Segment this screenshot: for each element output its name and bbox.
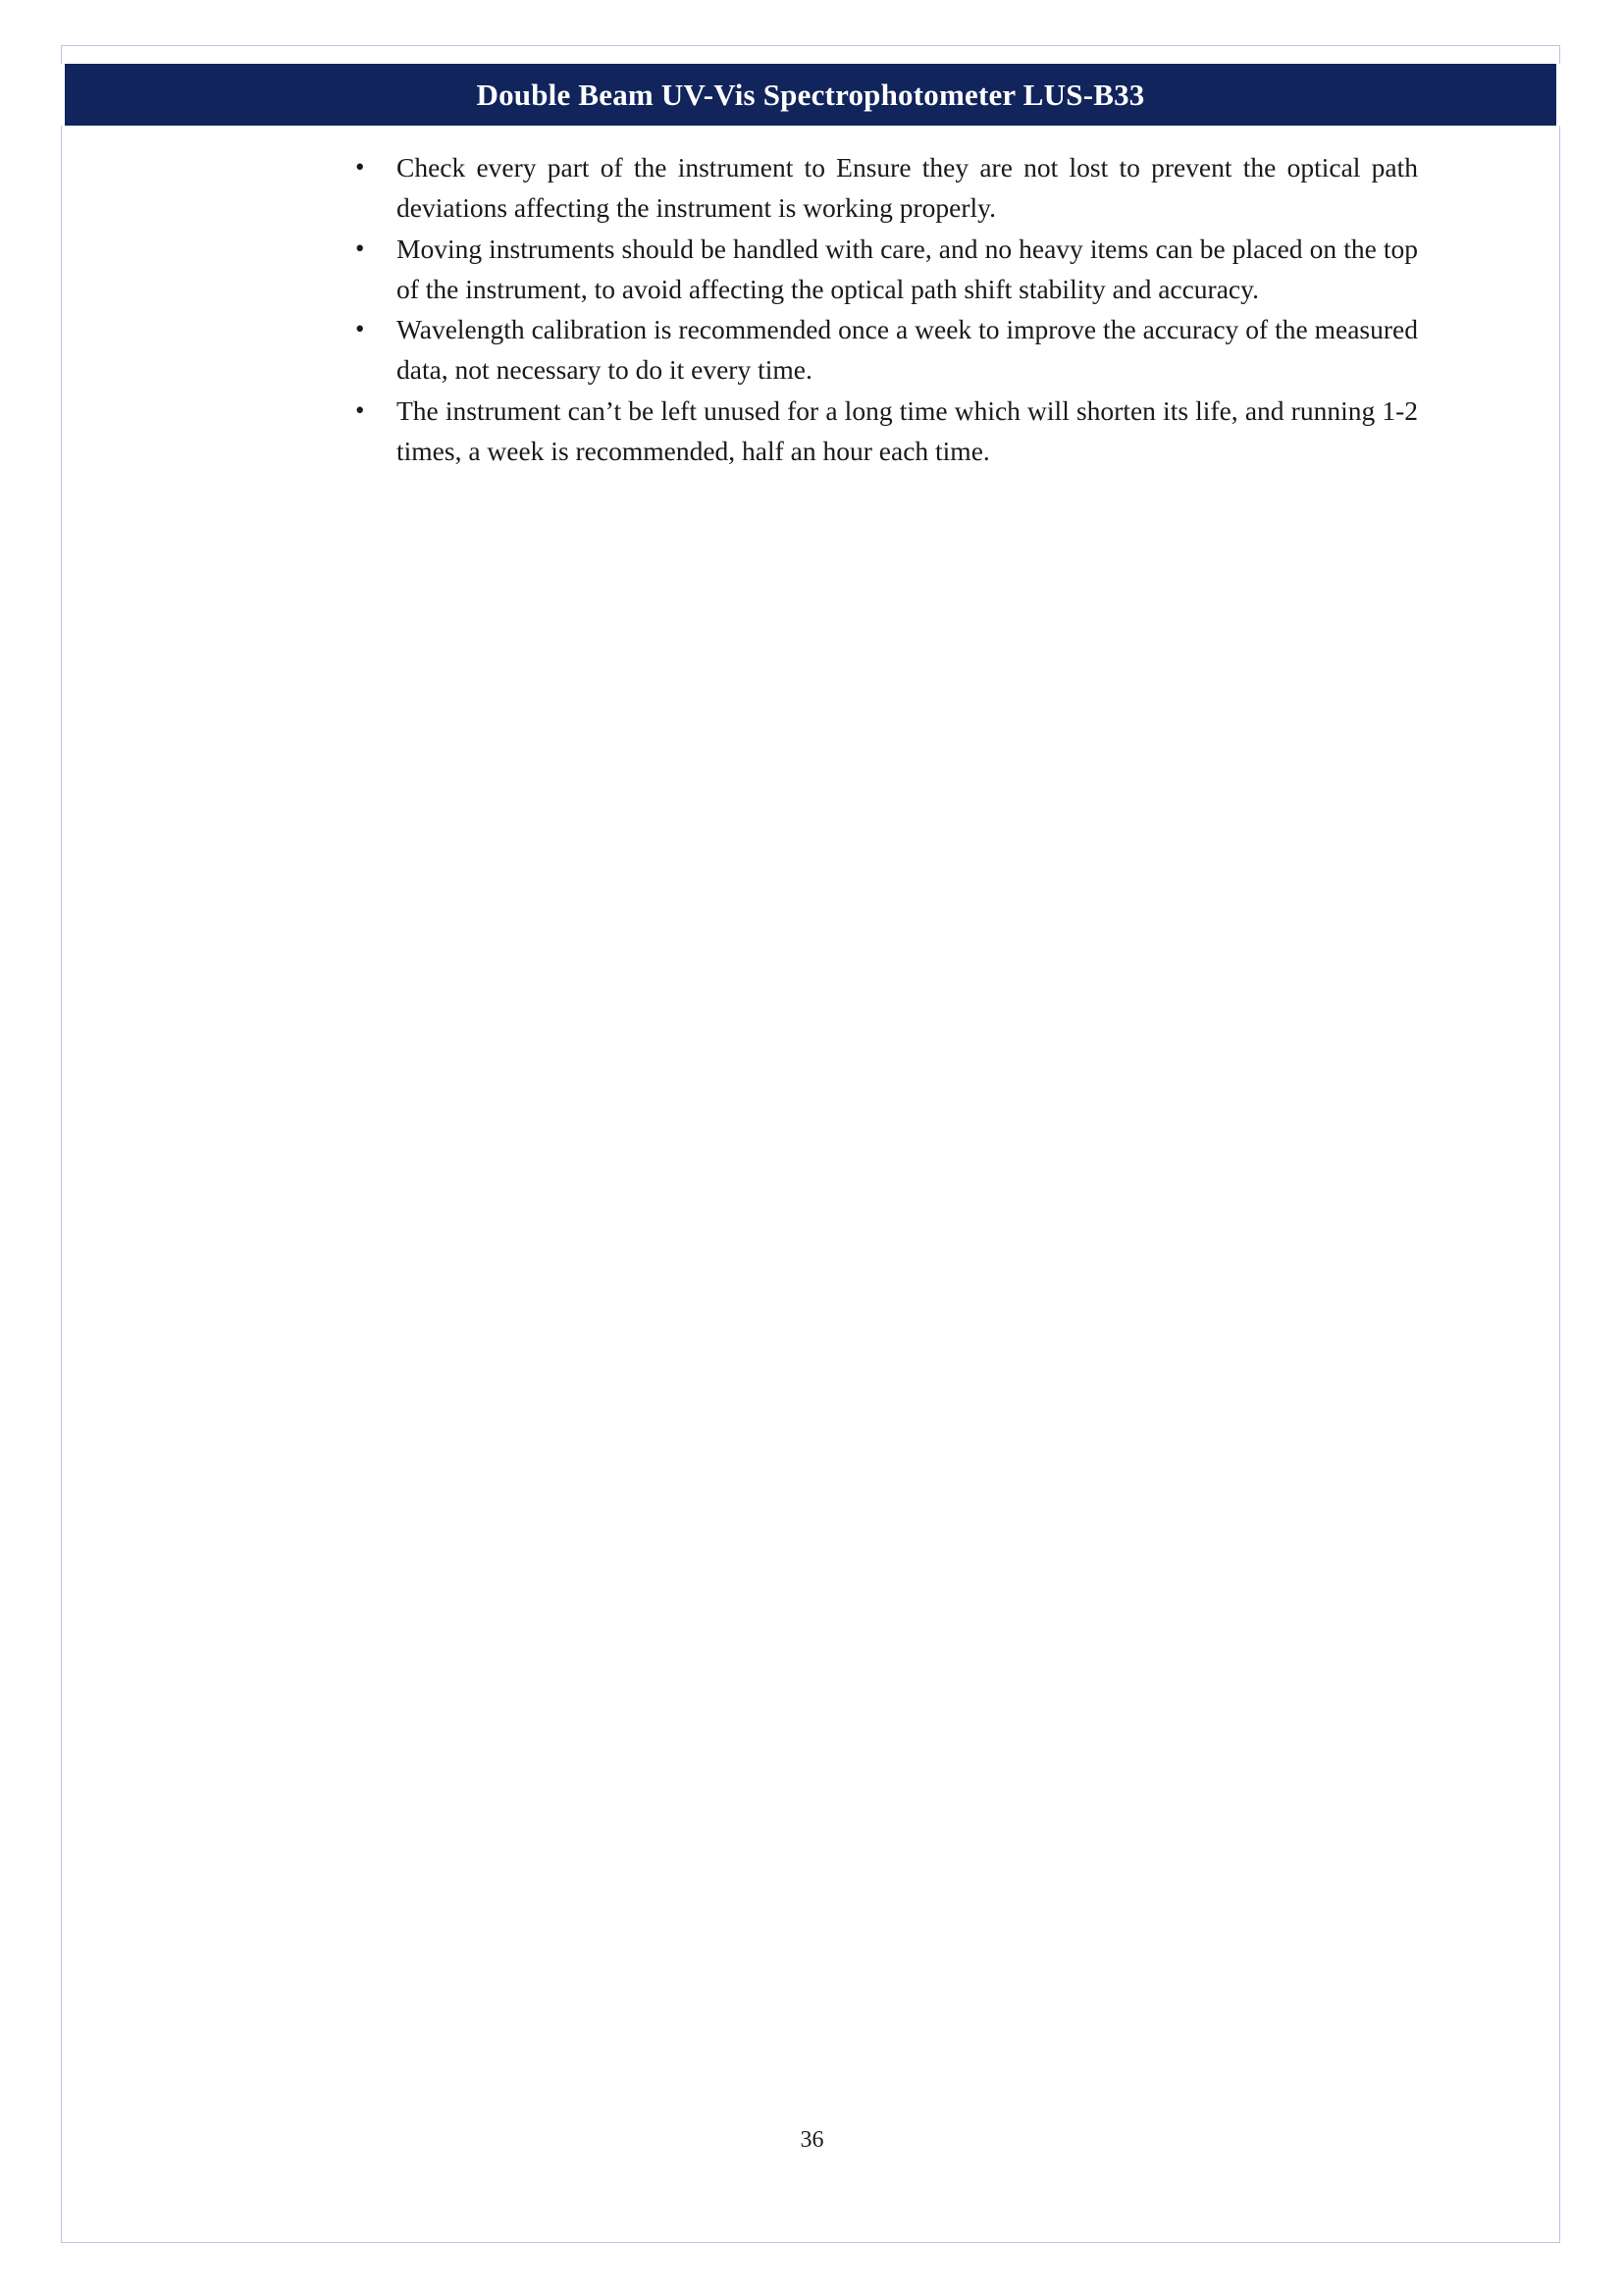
page-header-band (61, 64, 1560, 126)
list-item-text: Moving instruments should be handled with care, and no heavy items can be placed on the top of the instrument, to avoid affecting the optical path shift stability and accuracy. (396, 233, 1418, 304)
bullet-icon: • (355, 233, 365, 263)
list-item (345, 147, 1418, 229)
list-item (345, 309, 1418, 391)
list-item-text: The instrument can’t be left unused for a long time which will shorten its life, and running 1-2 times, a week is recommended, half an hour each time. (396, 394, 1418, 466)
bullet-icon: • (355, 394, 365, 425)
page-number: 36 (800, 2127, 824, 2153)
list-item-text: Wavelength calibration is recommended once a week to improve the accuracy of the measured data, not necessary to do it every time. (396, 314, 1418, 386)
list-item (345, 229, 1418, 310)
list-item-text: Check every part of the instrument to Ensure they are not lost to prevent the optical path deviations affecting the instrument is working properly. (396, 152, 1418, 224)
page-title: Double Beam UV-Vis Spectrophotometer LUS-B33 (476, 77, 1145, 112)
page-content (61, 147, 1560, 471)
bullet-icon: • (355, 152, 365, 182)
list-item (345, 391, 1418, 472)
maintenance-notes-list (61, 147, 1560, 471)
bullet-icon: • (355, 314, 365, 343)
